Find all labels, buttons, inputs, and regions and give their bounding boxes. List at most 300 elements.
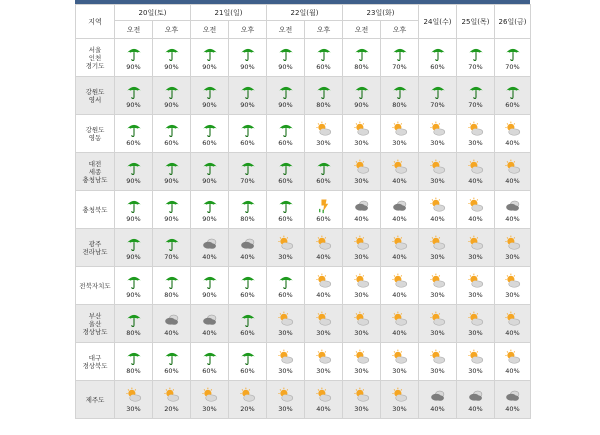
precip-probability: 70%	[468, 100, 483, 109]
region-name-line: 경상남도	[82, 327, 108, 336]
precip-probability: 70%	[392, 62, 407, 71]
forecast-cell	[305, 39, 343, 77]
sun-cloud-icon	[467, 311, 485, 328]
precip-probability: 60%	[240, 366, 255, 375]
forecast-cell-content	[381, 273, 418, 299]
forecast-cell	[267, 115, 305, 153]
forecast-cell-content	[115, 83, 152, 109]
precip-probability: 60%	[505, 100, 520, 109]
forecast-cell-content	[419, 197, 456, 223]
precip-probability: 30%	[202, 404, 217, 413]
precip-probability: 60%	[316, 214, 331, 223]
precip-probability: 40%	[316, 290, 331, 299]
forecast-cell-content	[343, 83, 380, 109]
forecast-cell	[343, 381, 381, 419]
umbrella-icon	[201, 273, 219, 290]
region-cell	[76, 381, 115, 419]
forecast-cell-content	[115, 159, 152, 185]
sun-cloud-icon	[429, 197, 447, 214]
umbrella-icon	[315, 83, 333, 100]
precip-probability: 90%	[164, 100, 179, 109]
sun-cloud-icon	[391, 273, 409, 290]
forecast-cell-content	[419, 45, 456, 71]
precip-probability: 40%	[392, 290, 407, 299]
forecast-cell	[191, 77, 229, 115]
forecast-cell	[419, 343, 457, 381]
umbrella-icon	[239, 121, 257, 138]
forecast-cell	[305, 229, 343, 267]
umbrella-icon	[277, 273, 295, 290]
forecast-cell	[305, 305, 343, 343]
forecast-cell	[267, 191, 305, 229]
sun-cloud-icon	[163, 387, 181, 404]
sun-cloud-icon	[429, 273, 447, 290]
precip-probability: 30%	[278, 252, 293, 261]
forecast-cell-content	[115, 235, 152, 261]
forecast-cell	[153, 229, 191, 267]
precip-probability: 30%	[354, 290, 369, 299]
sun-cloud-icon	[277, 311, 295, 328]
umbrella-icon	[239, 159, 257, 176]
forecast-cell-content	[191, 235, 228, 261]
precip-probability: 60%	[316, 176, 331, 185]
forecast-cell	[267, 77, 305, 115]
forecast-cell	[229, 77, 267, 115]
forecast-cell-content	[267, 235, 304, 261]
region-cell	[76, 343, 115, 381]
forecast-cell	[191, 381, 229, 419]
sun-cloud-icon	[353, 273, 371, 290]
forecast-cell-content	[229, 311, 266, 337]
forecast-cell	[419, 229, 457, 267]
forecast-cell	[115, 39, 153, 77]
precip-probability: 40%	[505, 214, 520, 223]
sun-cloud-icon	[391, 387, 409, 404]
region-name-line: 전북자치도	[79, 281, 111, 290]
sun-cloud-icon	[429, 311, 447, 328]
forecast-cell	[343, 153, 381, 191]
precip-probability: 30%	[392, 366, 407, 375]
umbrella-icon	[201, 45, 219, 62]
precip-probability: 60%	[202, 138, 217, 147]
sun-cloud-icon	[429, 121, 447, 138]
forecast-cell	[343, 39, 381, 77]
region-name-line: 광주	[88, 239, 102, 248]
precip-probability: 30%	[354, 252, 369, 261]
pm-header: 오후	[229, 21, 267, 39]
forecast-cell	[191, 115, 229, 153]
forecast-cell-content	[305, 45, 342, 71]
forecast-cell-content	[115, 197, 152, 223]
precip-probability: 90%	[278, 100, 293, 109]
forecast-cell-content	[191, 311, 228, 337]
precip-probability: 20%	[164, 404, 179, 413]
sun-cloud-icon	[353, 121, 371, 138]
forecast-row	[76, 77, 531, 115]
umbrella-icon	[277, 83, 295, 100]
region-name-line: 대전	[88, 159, 102, 168]
forecast-cell-content	[267, 197, 304, 223]
forecast-cell-content	[305, 83, 342, 109]
umbrella-icon	[504, 83, 522, 100]
forecast-cell	[191, 343, 229, 381]
umbrella-icon	[239, 197, 257, 214]
cloudy-icon	[504, 387, 522, 404]
forecast-row	[76, 115, 531, 153]
precip-probability: 30%	[392, 138, 407, 147]
forecast-cell-content	[419, 349, 456, 375]
umbrella-icon	[163, 197, 181, 214]
precip-probability: 30%	[316, 366, 331, 375]
forecast-cell	[229, 343, 267, 381]
umbrella-icon	[125, 45, 143, 62]
precip-probability: 40%	[392, 176, 407, 185]
forecast-cell	[229, 305, 267, 343]
precip-probability: 90%	[202, 62, 217, 71]
sun-cloud-icon	[239, 387, 257, 404]
region-name-line: 전라남도	[82, 247, 108, 256]
precip-probability: 80%	[392, 100, 407, 109]
forecast-cell-content	[457, 159, 494, 185]
forecast-cell	[115, 115, 153, 153]
precip-probability: 30%	[430, 328, 445, 337]
precip-probability: 30%	[430, 290, 445, 299]
forecast-cell-content	[153, 235, 190, 261]
umbrella-icon	[125, 349, 143, 366]
precip-probability: 40%	[468, 404, 483, 413]
forecast-cell	[381, 77, 419, 115]
precip-probability: 80%	[164, 290, 179, 299]
forecast-cell-content	[495, 159, 530, 185]
region-name-line: 충청남도	[82, 175, 108, 184]
forecast-cell-content	[495, 387, 530, 413]
umbrella-icon	[429, 45, 447, 62]
forecast-cell	[381, 305, 419, 343]
umbrella-icon	[429, 83, 447, 100]
precip-probability: 40%	[505, 176, 520, 185]
forecast-cell-content	[457, 121, 494, 147]
forecast-cell	[457, 267, 495, 305]
forecast-cell	[305, 343, 343, 381]
sun-cloud-icon	[504, 349, 522, 366]
forecast-cell-content	[305, 197, 342, 223]
forecast-cell-content	[229, 235, 266, 261]
precip-probability: 40%	[392, 252, 407, 261]
precip-probability: 90%	[354, 100, 369, 109]
precip-probability: 70%	[240, 176, 255, 185]
forecast-cell-content	[305, 311, 342, 337]
precip-probability: 30%	[354, 138, 369, 147]
umbrella-icon	[315, 45, 333, 62]
sun-cloud-icon	[391, 235, 409, 252]
forecast-cell	[229, 191, 267, 229]
forecast-cell	[419, 153, 457, 191]
forecast-cell-content	[115, 387, 152, 413]
forecast-cell-content	[495, 311, 530, 337]
forecast-cell-content	[115, 349, 152, 375]
region-name-line: 충청북도	[82, 205, 108, 214]
cloudy-icon	[163, 311, 181, 328]
forecast-cell	[381, 267, 419, 305]
forecast-cell	[229, 267, 267, 305]
umbrella-icon	[125, 159, 143, 176]
sun-cloud-icon	[277, 387, 295, 404]
forecast-row	[76, 153, 531, 191]
region-name-line: 경상북도	[82, 361, 108, 370]
forecast-cell	[343, 229, 381, 267]
region-cell	[76, 267, 115, 305]
umbrella-icon	[201, 349, 219, 366]
precip-probability: 40%	[468, 214, 483, 223]
umbrella-icon	[163, 349, 181, 366]
cloudy-icon	[201, 311, 219, 328]
forecast-cell-content	[229, 387, 266, 413]
umbrella-icon	[239, 311, 257, 328]
region-name-line: 대구	[88, 353, 102, 362]
precip-probability: 60%	[430, 62, 445, 71]
day-header: 24일(수)	[419, 5, 457, 39]
forecast-cell	[457, 39, 495, 77]
precip-probability: 90%	[202, 214, 217, 223]
am-header: 오전	[191, 21, 229, 39]
umbrella-icon	[125, 197, 143, 214]
forecast-cell-content	[343, 45, 380, 71]
forecast-cell-content	[381, 387, 418, 413]
forecast-cell	[343, 267, 381, 305]
forecast-cell-content	[343, 387, 380, 413]
precip-probability: 30%	[468, 366, 483, 375]
forecast-cell-content	[457, 197, 494, 223]
forecast-cell-content	[267, 387, 304, 413]
forecast-cell	[343, 77, 381, 115]
forecast-cell	[457, 77, 495, 115]
forecast-cell-content	[191, 197, 228, 223]
pm-header: 오후	[153, 21, 191, 39]
forecast-cell	[457, 115, 495, 153]
forecast-cell-content	[343, 121, 380, 147]
precip-probability: 30%	[505, 290, 520, 299]
forecast-cell	[153, 77, 191, 115]
forecast-cell-content	[153, 311, 190, 337]
region-cell	[76, 305, 115, 343]
forecast-row	[76, 191, 531, 229]
precip-probability: 90%	[164, 176, 179, 185]
precip-probability: 60%	[164, 138, 179, 147]
umbrella-icon	[163, 273, 181, 290]
umbrella-icon	[504, 45, 522, 62]
sun-cloud-icon	[504, 311, 522, 328]
precip-probability: 30%	[468, 252, 483, 261]
precip-probability: 30%	[430, 138, 445, 147]
forecast-cell-content	[495, 235, 530, 261]
am-header: 오전	[267, 21, 305, 39]
forecast-cell-content	[305, 121, 342, 147]
forecast-cell	[191, 39, 229, 77]
precip-probability: 90%	[240, 100, 255, 109]
precip-probability: 90%	[202, 290, 217, 299]
umbrella-icon	[467, 83, 485, 100]
forecast-cell	[153, 381, 191, 419]
precip-probability: 40%	[468, 176, 483, 185]
sun-cloud-icon	[504, 235, 522, 252]
forecast-cell-content	[153, 349, 190, 375]
precip-probability: 30%	[468, 290, 483, 299]
precip-probability: 90%	[164, 214, 179, 223]
precip-probability: 40%	[505, 138, 520, 147]
forecast-cell-content	[419, 159, 456, 185]
sun-cloud-icon	[277, 349, 295, 366]
cloudy-icon	[239, 235, 257, 252]
forecast-cell	[381, 191, 419, 229]
umbrella-icon	[277, 159, 295, 176]
forecast-cell-content	[305, 387, 342, 413]
precip-probability: 60%	[240, 290, 255, 299]
forecast-cell-content	[115, 121, 152, 147]
forecast-cell-content	[267, 349, 304, 375]
precip-probability: 40%	[505, 404, 520, 413]
precip-probability: 90%	[202, 176, 217, 185]
forecast-cell	[381, 39, 419, 77]
sun-cloud-icon	[353, 349, 371, 366]
sun-cloud-icon	[391, 349, 409, 366]
forecast-cell	[457, 343, 495, 381]
forecast-row	[76, 381, 531, 419]
forecast-cell	[115, 153, 153, 191]
sun-cloud-icon	[429, 159, 447, 176]
precip-probability: 70%	[430, 100, 445, 109]
precip-probability: 30%	[430, 366, 445, 375]
forecast-cell	[153, 115, 191, 153]
sun-cloud-icon	[353, 387, 371, 404]
precip-probability: 30%	[278, 366, 293, 375]
forecast-row	[76, 229, 531, 267]
forecast-cell	[115, 381, 153, 419]
pm-header: 오후	[305, 21, 343, 39]
forecast-cell-content	[381, 121, 418, 147]
forecast-cell	[495, 381, 531, 419]
forecast-cell	[267, 381, 305, 419]
cloudy-icon	[429, 387, 447, 404]
forecast-cell-content	[191, 273, 228, 299]
forecast-cell-content	[457, 83, 494, 109]
weekly-forecast-table	[75, 4, 531, 419]
forecast-cell-content	[267, 83, 304, 109]
forecast-cell-content	[457, 45, 494, 71]
sun-cloud-icon	[315, 387, 333, 404]
forecast-cell	[229, 39, 267, 77]
forecast-cell	[191, 305, 229, 343]
precip-probability: 30%	[505, 252, 520, 261]
forecast-cell	[115, 305, 153, 343]
sun-cloud-icon	[467, 159, 485, 176]
day-header: 21일(일)	[191, 5, 267, 21]
forecast-cell	[495, 77, 531, 115]
sun-cloud-icon	[467, 121, 485, 138]
region-name-line: 부산	[88, 311, 102, 320]
forecast-cell	[153, 153, 191, 191]
umbrella-icon	[239, 83, 257, 100]
precip-probability: 80%	[316, 100, 331, 109]
forecast-cell	[229, 229, 267, 267]
forecast-cell	[305, 191, 343, 229]
forecast-cell	[457, 191, 495, 229]
umbrella-icon	[163, 121, 181, 138]
forecast-cell-content	[419, 387, 456, 413]
precip-probability: 90%	[126, 176, 141, 185]
sun-cloud-icon	[429, 349, 447, 366]
precip-probability: 40%	[392, 214, 407, 223]
precip-probability: 30%	[278, 404, 293, 413]
forecast-cell-content	[267, 45, 304, 71]
pm-header: 오후	[381, 21, 419, 39]
precip-probability: 90%	[202, 100, 217, 109]
umbrella-icon	[163, 45, 181, 62]
forecast-cell	[115, 267, 153, 305]
forecast-cell	[419, 115, 457, 153]
precip-probability: 90%	[278, 62, 293, 71]
umbrella-icon	[125, 83, 143, 100]
region-header: 지역	[76, 5, 115, 39]
forecast-cell	[343, 191, 381, 229]
forecast-cell	[267, 153, 305, 191]
sun-cloud-icon	[315, 349, 333, 366]
forecast-cell	[115, 191, 153, 229]
region-name-line: 강원도	[85, 125, 105, 134]
umbrella-icon	[163, 235, 181, 252]
precip-probability: 20%	[240, 404, 255, 413]
umbrella-icon	[277, 121, 295, 138]
region-name-line: 제주도	[85, 395, 105, 404]
sun-cloud-icon	[467, 349, 485, 366]
forecast-cell-content	[343, 197, 380, 223]
forecast-cell-content	[115, 273, 152, 299]
forecast-cell-content	[495, 197, 530, 223]
forecast-cell-content	[457, 349, 494, 375]
forecast-cell-content	[457, 235, 494, 261]
precip-probability: 30%	[278, 328, 293, 337]
forecast-cell	[495, 39, 531, 77]
forecast-cell-content	[381, 83, 418, 109]
precip-probability: 60%	[316, 62, 331, 71]
region-cell	[76, 115, 115, 153]
precip-probability: 60%	[126, 138, 141, 147]
forecast-cell-content	[153, 273, 190, 299]
forecast-cell-content	[419, 273, 456, 299]
forecast-panel	[75, 0, 530, 435]
forecast-cell	[191, 229, 229, 267]
header-row-days	[76, 5, 531, 21]
day-header: 23일(화)	[343, 5, 419, 21]
forecast-cell-content	[495, 83, 530, 109]
umbrella-icon	[391, 45, 409, 62]
precip-probability: 70%	[505, 62, 520, 71]
forecast-cell-content	[343, 273, 380, 299]
forecast-cell-content	[267, 121, 304, 147]
forecast-cell-content	[267, 273, 304, 299]
precip-probability: 40%	[430, 214, 445, 223]
umbrella-icon	[201, 197, 219, 214]
forecast-cell	[305, 267, 343, 305]
forecast-cell-content	[153, 45, 190, 71]
forecast-cell-content	[343, 159, 380, 185]
forecast-cell	[457, 229, 495, 267]
region-name-line: 세종	[88, 167, 102, 176]
forecast-row	[76, 305, 531, 343]
precip-probability: 70%	[164, 252, 179, 261]
forecast-cell-content	[229, 121, 266, 147]
forecast-cell	[191, 153, 229, 191]
precip-probability: 60%	[278, 214, 293, 223]
